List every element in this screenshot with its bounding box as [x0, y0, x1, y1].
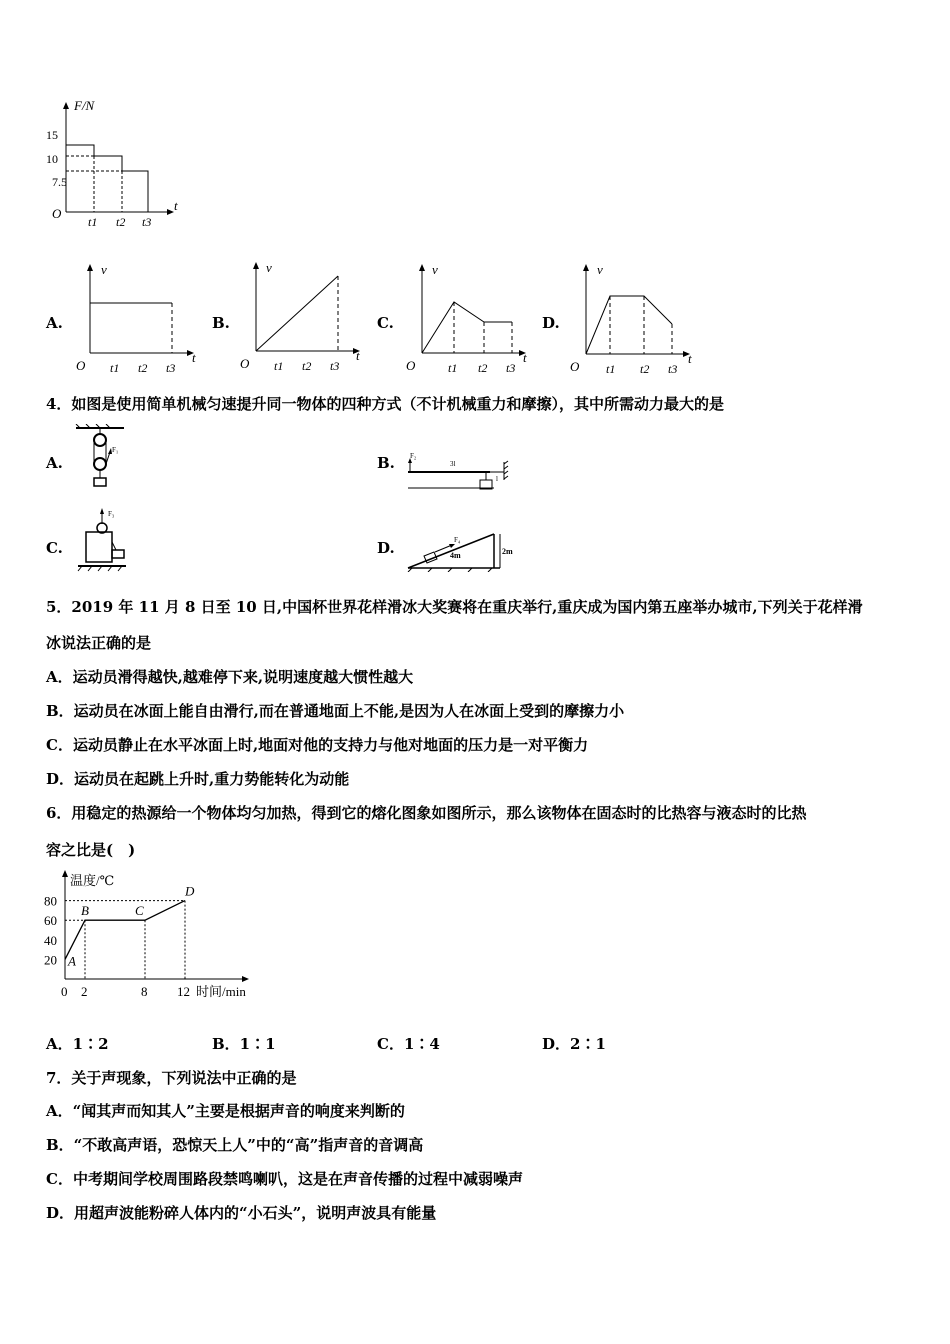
vt-d-t1: t1: [606, 362, 616, 376]
q5-option-b: B．运动员在冰面上能自由滑行,而在普通地面上不能,是因为人在冰面上受到的摩擦力小: [46, 702, 625, 720]
q6-option-c: C．1∶4: [377, 1035, 440, 1053]
vt-b-origin: O: [240, 356, 250, 371]
q4-a-force: F₁: [112, 446, 119, 454]
vt-b-t: t: [356, 348, 360, 363]
melt-point-B: B: [81, 903, 89, 919]
vt-c-t: t: [523, 350, 527, 365]
option-d-label: D.: [542, 314, 560, 332]
melt-xtick-8: 8: [141, 984, 148, 999]
vt-a-origin: O: [76, 358, 86, 373]
melt-xtick-2: 2: [81, 984, 88, 999]
q4-c-force: F₃: [108, 510, 115, 518]
force-origin: O: [52, 206, 62, 221]
force-xtick-t1: t1: [88, 215, 98, 229]
q5-stem-line1: 5．2019 年 11 月 8 日至 10 日,中国杯世界花样滑冰大奖赛将在重庆举行,重庆成为国内第五座举办城市,下列关于花样滑: [46, 598, 863, 616]
vt-c-t3: t3: [506, 361, 516, 375]
vt-b-t1: t1: [274, 359, 284, 373]
q5-option-d: D．运动员在起跳上升时,重力势能转化为动能: [46, 770, 350, 788]
q4-b-force: F₂: [410, 452, 417, 460]
force-y-label: F/N: [74, 98, 95, 113]
q7-stem: 7．关于声现象，下列说法中正确的是: [46, 1069, 297, 1087]
melt-ytick-20: 20: [44, 952, 57, 968]
q4-b-l: 3l: [450, 460, 456, 468]
vt-b-t3: t3: [330, 359, 340, 373]
melt-xtick-0: 0: [61, 984, 68, 999]
q6-stem-line2: 容之比是( ): [46, 841, 136, 859]
option-c-label: C.: [377, 314, 394, 332]
q5-option-a: A．运动员滑得越快,越难停下来,说明速度越大惯性越大: [46, 668, 414, 686]
melt-ytick-80: 80: [44, 893, 57, 909]
q4-b-l2: l: [496, 475, 498, 483]
q6-option-b: B．1∶1: [212, 1035, 276, 1053]
q7-option-b: B．“不敢高声语，恐惊天上人”中的“高”指声音的音调高: [46, 1136, 424, 1154]
vt-a-t: t: [192, 350, 196, 365]
vt-d-t3: t3: [668, 362, 678, 376]
force-xtick-t2: t2: [116, 215, 126, 229]
melt-xlabel: 时间/min: [196, 984, 246, 999]
force-tick-10: 10: [46, 152, 58, 166]
vt-d-v: v: [597, 262, 603, 277]
vt-b-t2: t2: [302, 359, 312, 373]
force-time-graph: [40, 92, 200, 232]
vt-d-origin: O: [570, 359, 580, 374]
force-tick-7-5: 7.5: [52, 175, 67, 189]
melt-point-D: D: [185, 883, 195, 899]
option-a-label: A.: [46, 314, 63, 332]
melt-ytick-60: 60: [44, 913, 57, 929]
q4-lever-figure-b: [402, 448, 517, 492]
vt-c-origin: O: [406, 358, 416, 373]
melt-ylabel: 温度/℃: [70, 873, 115, 888]
vt-graph-c: [402, 258, 537, 380]
option-b-label: B.: [212, 314, 230, 332]
q4-d-len: 4m: [450, 551, 461, 560]
q4-stem: 4．如图是使用简单机械匀速提升同一物体的四种方式（不计机械重力和摩擦），其中所需动力最大的是: [46, 395, 724, 413]
vt-c-v: v: [432, 262, 438, 277]
q4-pulley-figure-a: [72, 424, 132, 494]
melt-point-A: A: [68, 953, 76, 969]
q7-option-d: D．用超声波能粉碎人体内的“小石头”，说明声波具有能量: [46, 1204, 437, 1222]
vt-a-t1: t1: [110, 361, 120, 375]
vt-c-t1: t1: [448, 361, 458, 375]
q7-option-a: A．“闻其声而知其人”主要是根据声音的响度来判断的: [46, 1102, 405, 1120]
q4-option-a-label: A.: [46, 454, 63, 472]
vt-d-t2: t2: [640, 362, 650, 376]
q5-stem-line2: 冰说法正确的是: [46, 634, 152, 652]
vt-d-t: t: [688, 351, 692, 366]
q5-option-c: C．运动员静止在水平冰面上时,地面对他的支持力与他对地面的压力是一对平衡力: [46, 736, 589, 754]
force-xtick-t3: t3: [142, 215, 152, 229]
vt-graph-b: [236, 258, 371, 380]
force-x-label: t: [174, 198, 178, 213]
melting-chart: [40, 866, 270, 1006]
vt-a-t2: t2: [138, 361, 148, 375]
q6-option-a: A．1∶2: [46, 1035, 109, 1053]
q6-option-d: D．2∶1: [542, 1035, 606, 1053]
q6-stem-line1: 6．用稳定的热源给一个物体均匀加热，得到它的熔化图象如图所示，那么该物体在固态时的比热容与液态时的比热: [46, 804, 807, 822]
vt-c-t2: t2: [478, 361, 488, 375]
q7-option-c: C．中考期间学校周围路段禁鸣喇叭，这是在声音传播的过程中减弱噪声: [46, 1170, 523, 1188]
q4-incline-figure-d: [402, 528, 522, 572]
vt-a-v: v: [101, 262, 107, 277]
q4-wheel-axle-figure-c: [72, 506, 132, 576]
vt-a-t3: t3: [166, 361, 176, 375]
q4-d-h: 2m: [502, 547, 513, 556]
vt-graph-a: [70, 258, 205, 380]
vt-b-v: v: [266, 260, 272, 275]
q4-option-c-label: C.: [46, 539, 63, 557]
force-tick-15: 15: [46, 128, 58, 142]
q4-option-b-label: B.: [377, 454, 395, 472]
q4-option-d-label: D.: [377, 539, 395, 557]
melt-ytick-40: 40: [44, 932, 57, 948]
melt-point-C: C: [135, 903, 144, 919]
q4-d-force: F₄: [454, 536, 461, 544]
melt-xtick-12: 12: [177, 984, 190, 999]
vt-graph-d: [566, 258, 701, 380]
